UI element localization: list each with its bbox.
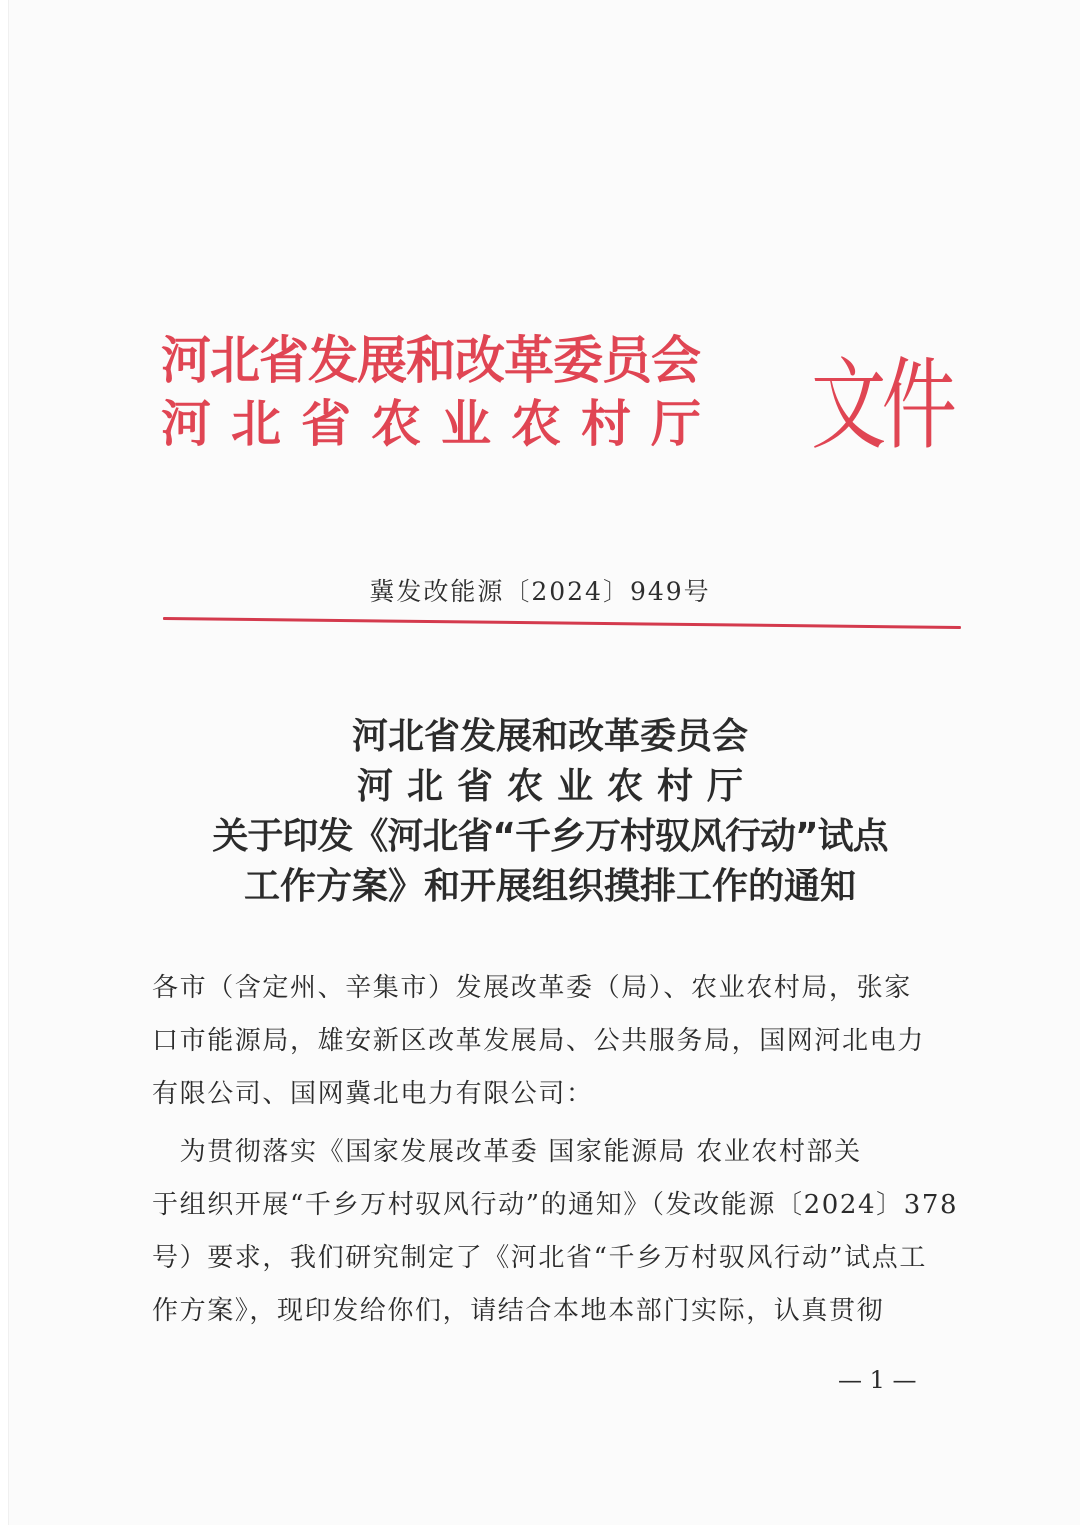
document-number: 冀发改能源〔2024〕949号 [369, 577, 711, 606]
document-title [140, 712, 960, 912]
paragraph-line-3: 号）要求，我们研究制定了《河北省“千乡万村驭风行动”试点工 [152, 1243, 927, 1273]
masthead-issuer-2: 河北省农业农村厅 [161, 394, 721, 453]
title-line-3: 关于印发《河北省“千乡万村驭风行动”试点 [212, 816, 888, 857]
red-masthead [161, 318, 953, 464]
paragraph-line-4: 作方案》，现印发给你们，请结合本地本部门实际，认真贯彻 [152, 1296, 885, 1326]
paragraph-line-2: 于组织开展“千乡万村驭风行动”的通知》（发改能源〔2024〕378 [152, 1190, 959, 1220]
addressee-line-2: 口市能源局，雄安新区改革发展局、公共服务局，国网河北电力 [152, 1026, 925, 1056]
title-line-1: 河北省发展和改革委员会 [351, 716, 748, 757]
paragraph-line-1: 为贯彻落实《国家发展改革委 国家能源局 农业农村部关 [152, 1137, 862, 1167]
masthead-issuer-1: 河北省发展和改革委员会 [161, 330, 700, 391]
masthead-document-label: 文件 [811, 347, 953, 464]
body-paragraph [152, 1126, 959, 1338]
addressee-block [152, 962, 942, 1121]
addressee-line-1: 各市（含定州、辛集市）发展改革委（局）、农业农村局，张家 [152, 973, 912, 1003]
page-number: — 1 — [838, 1366, 917, 1394]
addressee-line-3: 有限公司、国网冀北电力有限公司： [152, 1079, 594, 1109]
title-line-4: 工作方案》和开展组织摸排工作的通知 [243, 866, 856, 907]
title-line-2: 河北省农业农村厅 [356, 766, 757, 807]
